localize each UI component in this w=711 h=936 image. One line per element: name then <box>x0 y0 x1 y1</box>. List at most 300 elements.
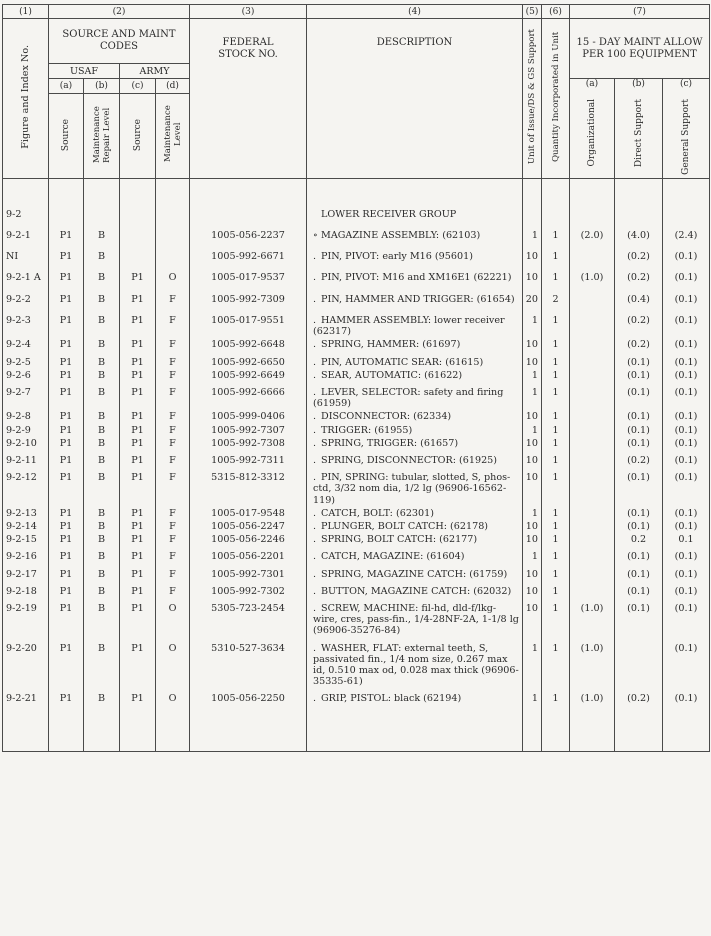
organizational-cell <box>570 470 615 506</box>
quantity-cell: 1 <box>542 506 570 519</box>
organizational-cell <box>570 519 615 532</box>
general-support-cell: (0.1) <box>663 436 710 453</box>
repair-level-cell: B <box>84 423 120 436</box>
army-level-cell: F <box>156 409 190 422</box>
army-level-cell: F <box>156 549 190 566</box>
description-text: MAGAZINE ASSEMBLY: (62103) <box>321 230 481 242</box>
col-number: (3) <box>190 5 307 19</box>
army-source-cell: P1 <box>120 337 156 354</box>
repair-level-cell: B <box>84 249 120 270</box>
unit-of-issue-cell: 10 <box>523 436 542 453</box>
quantity-cell: 1 <box>542 641 570 692</box>
direct-support-cell: (0.1) <box>615 436 663 453</box>
unit-of-issue-cell: 10 <box>523 355 542 368</box>
army-level-cell: F <box>156 532 190 549</box>
fig-index-cell: 9-2-12 <box>3 470 49 506</box>
quantity-cell: 1 <box>542 436 570 453</box>
description-cell <box>307 436 523 453</box>
table-body <box>3 178 710 751</box>
description-text: PIN, PIVOT: M16 and XM16E1 (62221) <box>321 272 512 284</box>
army-source-cell: P1 <box>120 270 156 291</box>
stock-number-cell: 1005-992-6666 <box>190 385 307 409</box>
usaf-header: USAF <box>49 64 120 79</box>
stock-number-cell: 1005-017-9548 <box>190 506 307 519</box>
general-support-cell: (2.4) <box>663 228 710 249</box>
army-level-cell: F <box>156 337 190 354</box>
stock-number-cell: 1005-992-7311 <box>190 453 307 470</box>
fig-index-cell: 9-2-20 <box>3 641 49 692</box>
stock-number-cell: 1005-056-2246 <box>190 532 307 549</box>
table-row <box>3 532 710 549</box>
unit-of-issue-cell <box>523 207 542 228</box>
direct-support-cell: (0.2) <box>615 249 663 270</box>
general-support-cell: (0.1) <box>663 549 710 566</box>
source-maint-codes-header: SOURCE AND MAINT CODES <box>49 19 190 64</box>
description-text: WASHER, FLAT: external teeth, S, passivated fin., 1/4 nom size, 0.267 max id, 0.510 max od, 0.028 max thick (96906-35335-61) <box>313 642 519 688</box>
army-level-cell: F <box>156 292 190 313</box>
general-support-cell: (0.1) <box>663 601 710 641</box>
organizational-cell <box>570 385 615 409</box>
quantity-cell: 1 <box>542 270 570 291</box>
army-level-cell: F <box>156 470 190 506</box>
quantity-cell: 1 <box>542 532 570 549</box>
army-source-cell: P1 <box>120 368 156 385</box>
source-cell: P1 <box>49 228 84 249</box>
table-row <box>3 368 710 385</box>
stock-number-cell: 1005-992-7302 <box>190 584 307 601</box>
description-cell <box>307 532 523 549</box>
quantity-cell: 1 <box>542 355 570 368</box>
description-cell <box>307 423 523 436</box>
unit-of-issue-cell: 10 <box>523 584 542 601</box>
organizational-cell: (1.0) <box>570 691 615 708</box>
stock-number-cell: 1005-992-6648 <box>190 337 307 354</box>
table-row <box>3 641 710 692</box>
col-number: (6) <box>542 5 570 19</box>
stock-number-cell: 1005-056-2237 <box>190 228 307 249</box>
quantity-cell: 1 <box>542 519 570 532</box>
army-source-cell: P1 <box>120 385 156 409</box>
army-level-cell: F <box>156 584 190 601</box>
unit-of-issue-cell: 10 <box>523 409 542 422</box>
stock-number-cell: 1005-999-0406 <box>190 409 307 422</box>
source-cell: P1 <box>49 519 84 532</box>
unit-of-issue-cell: 1 <box>523 368 542 385</box>
army-level-cell: F <box>156 567 190 584</box>
unit-of-issue-cell: 1 <box>523 549 542 566</box>
stock-number-cell: 1005-992-6650 <box>190 355 307 368</box>
unit-of-issue-cell: 10 <box>523 337 542 354</box>
fig-index-cell: 9-2-5 <box>3 355 49 368</box>
indent-dot: . <box>313 314 317 326</box>
direct-support-cell: (0.1) <box>615 601 663 641</box>
description-text: PIN, SPRING: tubular, slotted, S, phos-ctd, 3/32 nom dia, 1/2 lg (96906-16562-119) <box>313 472 511 506</box>
army-level-cell: F <box>156 519 190 532</box>
description-text: SEAR, AUTOMATIC: (61622) <box>321 369 463 381</box>
direct-support-cell: (0.2) <box>615 453 663 470</box>
description-cell <box>307 385 523 409</box>
fig-index-cell: 9-2-1 <box>3 228 49 249</box>
maint-repair-level-header: Maintenance Repair Level <box>84 94 120 179</box>
description-cell <box>307 691 523 708</box>
col-number: (2) <box>49 5 190 19</box>
general-support-cell: (0.1) <box>663 453 710 470</box>
army-source-cell: P1 <box>120 423 156 436</box>
description-cell <box>307 453 523 470</box>
stock-number-cell: 1005-056-2247 <box>190 519 307 532</box>
repair-level-cell: B <box>84 385 120 409</box>
direct-support-cell: (0.1) <box>615 549 663 566</box>
army-source-cell: P1 <box>120 409 156 422</box>
indent-dot: . <box>313 693 317 705</box>
source-cell: P1 <box>49 270 84 291</box>
general-support-cell: (0.1) <box>663 691 710 708</box>
general-support-cell: (0.1) <box>663 270 710 291</box>
description-cell <box>307 270 523 291</box>
stock-number-cell: 1005-056-2201 <box>190 549 307 566</box>
stock-number-cell: 1005-992-7309 <box>190 292 307 313</box>
stock-number-cell: 1005-992-6671 <box>190 249 307 270</box>
fig-index-cell: 9-2-6 <box>3 368 49 385</box>
fig-index-cell: 9-2-8 <box>3 409 49 422</box>
table-row <box>3 292 710 313</box>
quantity-cell: 1 <box>542 423 570 436</box>
sub-d: (d) <box>156 79 190 94</box>
source-cell: P1 <box>49 355 84 368</box>
organizational-cell <box>570 506 615 519</box>
direct-support-cell: (0.2) <box>615 313 663 337</box>
description-cell <box>307 641 523 692</box>
quantity-cell: 1 <box>542 409 570 422</box>
indent-dot: . <box>313 386 317 398</box>
source-cell: P1 <box>49 601 84 641</box>
fig-index-cell: 9-2-14 <box>3 519 49 532</box>
source-cell: P1 <box>49 549 84 566</box>
table-row <box>3 519 710 532</box>
fig-index-cell: 9-2-15 <box>3 532 49 549</box>
unit-of-issue-cell: 10 <box>523 532 542 549</box>
general-support-cell: (0.1) <box>663 409 710 422</box>
description-text: PLUNGER, BOLT CATCH: (62178) <box>321 520 489 532</box>
description-text: BUTTON, MAGAZINE CATCH: (62032) <box>321 585 512 597</box>
direct-support-cell: (0.4) <box>615 292 663 313</box>
table-row <box>3 228 710 249</box>
repair-level-cell: B <box>84 641 120 692</box>
source-cell: P1 <box>49 313 84 337</box>
fig-index-cell: 9-2-17 <box>3 567 49 584</box>
direct-support-cell: (0.2) <box>615 337 663 354</box>
unit-of-issue-cell: 10 <box>523 519 542 532</box>
army-source-cell: P1 <box>120 313 156 337</box>
repair-level-cell: B <box>84 337 120 354</box>
table-row <box>3 337 710 354</box>
repair-level-cell: B <box>84 470 120 506</box>
description-cell <box>307 584 523 601</box>
general-support-cell: (0.1) <box>663 249 710 270</box>
general-support-cell: (0.1) <box>663 337 710 354</box>
stock-number-cell <box>190 207 307 228</box>
direct-support-cell: (0.1) <box>615 584 663 601</box>
source-cell: P1 <box>49 641 84 692</box>
source-cell: P1 <box>49 368 84 385</box>
stock-number-cell: 1005-017-9537 <box>190 270 307 291</box>
sub-b: (b) <box>84 79 120 94</box>
organizational-cell <box>570 355 615 368</box>
direct-support-cell: (0.1) <box>615 470 663 506</box>
indent-dot: . <box>313 369 317 381</box>
unit-of-issue-cell: 20 <box>523 292 542 313</box>
source-cell: P1 <box>49 532 84 549</box>
organizational-cell: (1.0) <box>570 270 615 291</box>
army-header: ARMY <box>120 64 190 79</box>
quantity-cell <box>542 207 570 228</box>
quantity-cell: 1 <box>542 601 570 641</box>
organizational-cell <box>570 313 615 337</box>
fig-index-cell: 9-2-3 <box>3 313 49 337</box>
table-row <box>3 423 710 436</box>
direct-support-cell: (0.1) <box>615 423 663 436</box>
army-level-cell: F <box>156 436 190 453</box>
description-cell <box>307 519 523 532</box>
repair-level-cell: B <box>84 292 120 313</box>
army-level-cell: F <box>156 506 190 519</box>
table-row <box>3 355 710 368</box>
quantity-cell: 1 <box>542 337 570 354</box>
organizational-cell <box>570 453 615 470</box>
description-text: PIN, HAMMER AND TRIGGER: (61654) <box>321 293 515 305</box>
description-cell <box>307 601 523 641</box>
description-header: DESCRIPTION <box>307 19 523 179</box>
allow-gs-header: (c) General Support <box>663 79 710 179</box>
unit-of-issue-cell: 1 <box>523 423 542 436</box>
general-support-cell: (0.1) <box>663 470 710 506</box>
unit-of-issue-cell: 1 <box>523 313 542 337</box>
fig-index-cell: 9-2-11 <box>3 453 49 470</box>
stock-number-cell: 1005-992-7301 <box>190 567 307 584</box>
description-cell <box>307 355 523 368</box>
organizational-cell <box>570 368 615 385</box>
description-text: CATCH, MAGAZINE: (61604) <box>321 551 465 563</box>
fig-index-cell: 9-2-1 A <box>3 270 49 291</box>
table-row <box>3 436 710 453</box>
table-row <box>3 453 710 470</box>
army-source-header: Source <box>120 94 156 179</box>
indent-dot: . <box>313 472 317 484</box>
direct-support-cell: (0.1) <box>615 368 663 385</box>
repair-level-cell: B <box>84 549 120 566</box>
army-level-cell: F <box>156 423 190 436</box>
army-source-cell: P1 <box>120 584 156 601</box>
army-source-cell: P1 <box>120 549 156 566</box>
col-number: (4) <box>307 5 523 19</box>
maint-level-header: Maintenance Level <box>156 94 190 179</box>
general-support-cell: (0.1) <box>663 313 710 337</box>
repair-level-cell: B <box>84 691 120 708</box>
description-text: LOWER RECEIVER GROUP <box>321 208 457 220</box>
direct-support-cell: (4.0) <box>615 228 663 249</box>
source-cell: P1 <box>49 567 84 584</box>
stock-number-cell: 5305-723-2454 <box>190 601 307 641</box>
repair-level-cell: B <box>84 270 120 291</box>
unit-of-issue-cell: 10 <box>523 601 542 641</box>
stock-number-cell: 5310-527-3634 <box>190 641 307 692</box>
army-source-cell: P1 <box>120 436 156 453</box>
general-support-cell: (0.1) <box>663 385 710 409</box>
source-cell: P1 <box>49 691 84 708</box>
fig-index-cell: 9-2-9 <box>3 423 49 436</box>
source-cell: P1 <box>49 423 84 436</box>
army-source-cell: P1 <box>120 519 156 532</box>
indent-dot: . <box>313 293 317 305</box>
allowance-header: 15 - DAY MAINT ALLOW PER 100 EQUIPMENT <box>570 19 710 79</box>
direct-support-cell: 0.2 <box>615 532 663 549</box>
source-cell: P1 <box>49 506 84 519</box>
source-cell: P1 <box>49 249 84 270</box>
repair-level-cell: B <box>84 355 120 368</box>
repair-level-cell: B <box>84 532 120 549</box>
direct-support-cell: (0.2) <box>615 270 663 291</box>
army-level-cell <box>156 249 190 270</box>
qty-incorp-header: Quantity Incorporated in Unit <box>542 19 570 179</box>
unit-of-issue-cell: 10 <box>523 270 542 291</box>
description-text: SPRING, DISCONNECTOR: (61925) <box>321 454 498 466</box>
direct-support-cell <box>615 641 663 692</box>
indent-dot: . <box>313 568 317 580</box>
federal-stock-header: FEDERAL STOCK NO. <box>190 19 307 179</box>
source-cell: P1 <box>49 292 84 313</box>
table-row <box>3 313 710 337</box>
unit-of-issue-cell: 10 <box>523 249 542 270</box>
description-cell <box>307 313 523 337</box>
general-support-cell: (0.1) <box>663 355 710 368</box>
col-number: (5) <box>523 5 542 19</box>
description-cell <box>307 228 523 249</box>
fig-index-cell: 9-2-18 <box>3 584 49 601</box>
unit-of-issue-cell: 1 <box>523 641 542 692</box>
quantity-cell: 1 <box>542 584 570 601</box>
army-level-cell: F <box>156 355 190 368</box>
description-cell <box>307 549 523 566</box>
allow-org-header: (a) Organizational <box>570 79 615 179</box>
indent-dot: ∘ <box>313 230 318 242</box>
fig-index-cell: 9-2-2 <box>3 292 49 313</box>
table-row <box>3 691 710 708</box>
general-support-cell: (0.1) <box>663 423 710 436</box>
unit-of-issue-cell: 1 <box>523 228 542 249</box>
stock-number-cell: 1005-992-6649 <box>190 368 307 385</box>
indent-dot: . <box>313 272 317 284</box>
army-source-cell: P1 <box>120 292 156 313</box>
repair-level-cell: B <box>84 228 120 249</box>
repair-level-cell: B <box>84 436 120 453</box>
direct-support-cell: (0.1) <box>615 385 663 409</box>
indent-dot: . <box>313 520 317 532</box>
description-text: PIN, PIVOT: early M16 (95601) <box>321 251 473 263</box>
table-row <box>3 385 710 409</box>
army-source-cell: P1 <box>120 532 156 549</box>
general-support-cell: (0.1) <box>663 506 710 519</box>
army-level-cell: F <box>156 453 190 470</box>
army-level-cell <box>156 228 190 249</box>
description-text: SPRING, TRIGGER: (61657) <box>321 437 459 449</box>
organizational-cell <box>570 567 615 584</box>
general-support-cell <box>663 207 710 228</box>
stock-number-cell: 5315-812-3312 <box>190 470 307 506</box>
indent-dot: . <box>313 411 317 423</box>
fig-index-cell: NI <box>3 249 49 270</box>
description-text: HAMMER ASSEMBLY: lower receiver (62317) <box>313 314 505 338</box>
general-support-cell: (0.1) <box>663 567 710 584</box>
source-cell: P1 <box>49 385 84 409</box>
army-level-cell: O <box>156 270 190 291</box>
fig-index-header: Figure and Index No. <box>3 19 49 179</box>
indent-dot: . <box>313 642 317 654</box>
description-text: DISCONNECTOR: (62334) <box>321 411 452 423</box>
army-level-cell: F <box>156 385 190 409</box>
description-cell <box>307 337 523 354</box>
unit-of-issue-cell: 1 <box>523 506 542 519</box>
description-text: TRIGGER: (61955) <box>321 424 413 436</box>
fig-index-cell: 9-2-13 <box>3 506 49 519</box>
army-source-cell: P1 <box>120 567 156 584</box>
general-support-cell: (0.1) <box>663 519 710 532</box>
unit-of-issue-cell: 10 <box>523 470 542 506</box>
quantity-cell: 1 <box>542 249 570 270</box>
fig-index-cell: 9-2-21 <box>3 691 49 708</box>
indent-dot: . <box>313 424 317 436</box>
organizational-cell <box>570 337 615 354</box>
repair-level-cell: B <box>84 584 120 601</box>
table-row <box>3 584 710 601</box>
table-row <box>3 567 710 584</box>
indent-dot: . <box>313 585 317 597</box>
organizational-cell <box>570 423 615 436</box>
organizational-cell: (1.0) <box>570 641 615 692</box>
army-level-cell <box>156 207 190 228</box>
indent-dot: . <box>313 251 317 263</box>
repair-level-cell: B <box>84 601 120 641</box>
organizational-cell <box>570 584 615 601</box>
quantity-cell: 1 <box>542 567 570 584</box>
indent-dot: . <box>313 454 317 466</box>
army-source-cell: P1 <box>120 355 156 368</box>
table-row <box>3 207 710 228</box>
army-level-cell: F <box>156 313 190 337</box>
repair-level-cell: B <box>84 567 120 584</box>
sub-a: (a) <box>49 79 84 94</box>
unit-of-issue-cell: 10 <box>523 453 542 470</box>
organizational-cell <box>570 207 615 228</box>
quantity-cell: 1 <box>542 385 570 409</box>
description-cell <box>307 292 523 313</box>
col-number: (7) <box>570 5 710 19</box>
army-source-cell: P1 <box>120 453 156 470</box>
general-support-cell: (0.1) <box>663 584 710 601</box>
indent-dot: . <box>313 356 317 368</box>
fig-index-cell: 9-2-4 <box>3 337 49 354</box>
army-source-cell <box>120 207 156 228</box>
description-text: LEVER, SELECTOR: safety and firing (61959) <box>313 386 504 410</box>
source-cell: P1 <box>49 584 84 601</box>
description-text: SPRING, MAGAZINE CATCH: (61759) <box>321 568 508 580</box>
fig-index-cell: 9-2-16 <box>3 549 49 566</box>
organizational-cell <box>570 292 615 313</box>
quantity-cell: 1 <box>542 470 570 506</box>
description-text: PIN, AUTOMATIC SEAR: (61615) <box>321 356 484 368</box>
table-row <box>3 409 710 422</box>
organizational-cell <box>570 436 615 453</box>
quantity-cell: 1 <box>542 453 570 470</box>
